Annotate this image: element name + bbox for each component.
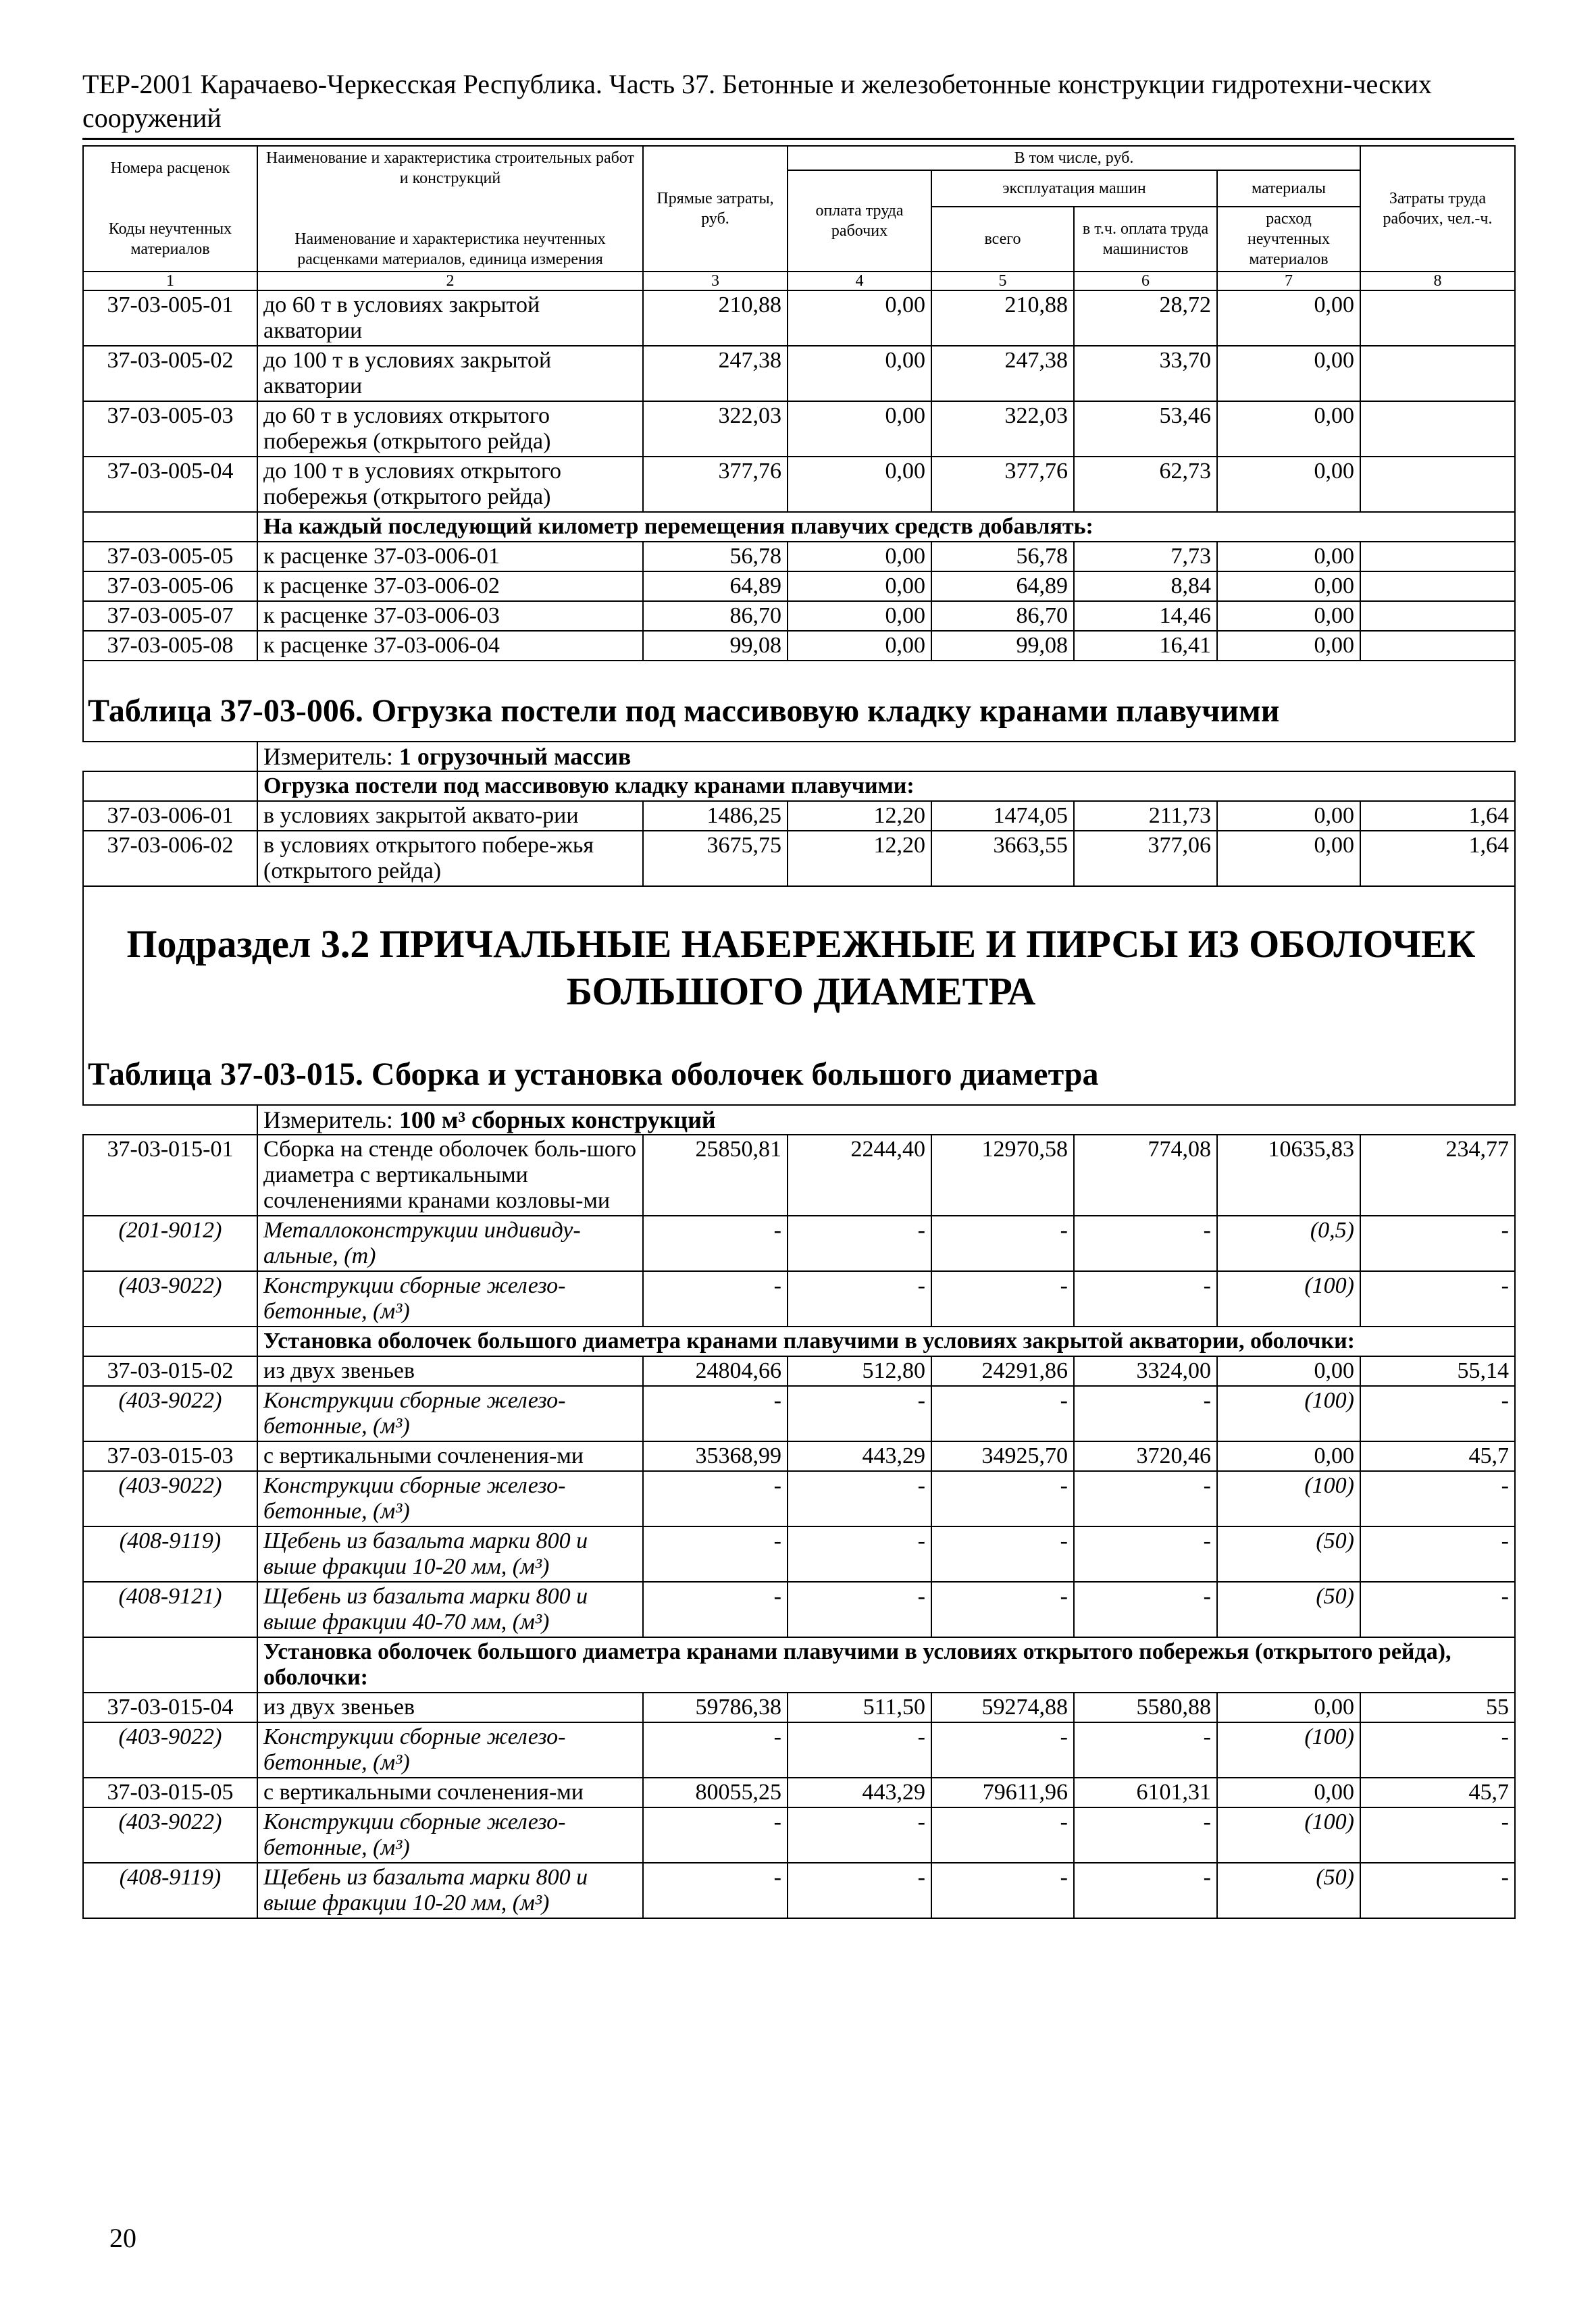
rate-code: 37-03-005-07	[83, 601, 257, 631]
col-codes-header: Номера расценок Коды неучтенных материалов	[83, 146, 257, 272]
rate-name: из двух звеньев	[257, 1356, 643, 1386]
table-header	[83, 146, 1515, 290]
rate-row	[83, 1356, 1515, 1386]
value-c3: -	[643, 1582, 788, 1637]
section-heading-text: На каждый последующий километр перемещения плавучих средств добавлять:	[257, 512, 1515, 542]
material-code: (403-9022)	[83, 1386, 257, 1441]
material-name: Щебень из базальта марки 800 и выше фракции 10-20 мм, (м³)	[257, 1863, 643, 1918]
value-c5: 64,89	[931, 571, 1074, 601]
rate-code: 37-03-006-01	[83, 801, 257, 831]
value-c5: 24291,86	[931, 1356, 1074, 1386]
value-c6: -	[1074, 1471, 1217, 1526]
rate-row	[83, 457, 1515, 512]
table-015-title: Таблица 37-03-015. Сборка и установка оболочек большого диаметра	[88, 1056, 1099, 1092]
rate-code: 37-03-006-02	[83, 831, 257, 886]
table-006-title: Таблица 37-03-006. Огрузка постели под массивовую кладку кранами плавучими	[88, 693, 1280, 729]
value-c8: 55,14	[1360, 1356, 1515, 1386]
empty-cell	[83, 1105, 257, 1135]
value-c6: 3324,00	[1074, 1356, 1217, 1386]
value-c5: 3663,55	[931, 831, 1074, 886]
value-c3: 86,70	[643, 601, 788, 631]
value-c7: 0,00	[1217, 1778, 1360, 1807]
value-c5: 99,08	[931, 631, 1074, 661]
value-c6: -	[1074, 1722, 1217, 1778]
value-c4: 2244,40	[788, 1135, 931, 1216]
value-c4: 443,29	[788, 1778, 931, 1807]
value-c3: 80055,25	[643, 1778, 788, 1807]
col-materials-header: материалы	[1217, 170, 1360, 207]
col-name-header: Наименование и характеристика строительных работ и конструкций Наименование и характеристика неучтенных расценками материалов, единица измерения	[257, 146, 643, 272]
value-c6: -	[1074, 1216, 1217, 1271]
value-c6: 16,41	[1074, 631, 1217, 661]
value-c8: -	[1360, 1386, 1515, 1441]
col-labor-hours-header: Затраты труда рабочих, чел.-ч.	[1360, 146, 1515, 272]
unit-value: 1 огрузочный массив	[398, 743, 632, 770]
value-c3: 64,89	[643, 571, 788, 601]
rate-name: к расценке 37-03-006-02	[257, 571, 643, 601]
value-c5: -	[931, 1271, 1074, 1327]
value-c6: 3720,46	[1074, 1441, 1217, 1471]
value-c6: 62,73	[1074, 457, 1217, 512]
unit-row	[83, 742, 1515, 771]
value-c8: -	[1360, 1722, 1515, 1778]
value-c7: (100)	[1217, 1471, 1360, 1526]
value-c3: 59786,38	[643, 1693, 788, 1722]
value-c4: -	[788, 1216, 931, 1271]
value-c8	[1360, 542, 1515, 571]
rate-row	[83, 1778, 1515, 1807]
value-c7: (50)	[1217, 1526, 1360, 1582]
material-row	[83, 1216, 1515, 1271]
rate-name: до 100 т в условиях открытого побережья (открытого рейда)	[257, 457, 643, 512]
page-header: ТЕР-2001 Карачаево-Черкесская Республика. Часть 37. Бетонные и железобетонные конструкции гидротехни-ческих сооружений	[82, 69, 1432, 133]
unit-line	[257, 1105, 1515, 1135]
col-machinists-wages-header: в т.ч. оплата труда машинистов	[1074, 207, 1217, 272]
material-code: (403-9022)	[83, 1807, 257, 1863]
subsection-row-cell	[83, 886, 1515, 1105]
additional-km-heading	[83, 512, 1515, 542]
value-c4: 443,29	[788, 1441, 931, 1471]
value-c3: 25850,81	[643, 1135, 788, 1216]
value-c7: (50)	[1217, 1863, 1360, 1918]
value-c6: 211,73	[1074, 801, 1217, 831]
value-c6: -	[1074, 1386, 1217, 1441]
value-c3: 35368,99	[643, 1441, 788, 1471]
rate-row	[83, 631, 1515, 661]
value-c7: 0,00	[1217, 457, 1360, 512]
value-c3: 56,78	[643, 542, 788, 571]
value-c7: 0,00	[1217, 831, 1360, 886]
col-including-header: В том числе, руб.	[788, 146, 1360, 170]
value-c3: 3675,75	[643, 831, 788, 886]
value-c3: -	[643, 1722, 788, 1778]
unit-label: Измеритель:	[263, 743, 399, 770]
value-c4: -	[788, 1271, 931, 1327]
value-c4: 0,00	[788, 631, 931, 661]
value-c7: 0,00	[1217, 1441, 1360, 1471]
value-c8	[1360, 601, 1515, 631]
rate-name: с вертикальными сочленения-ми	[257, 1778, 643, 1807]
value-c4: -	[788, 1526, 931, 1582]
value-c4: 0,00	[788, 346, 931, 401]
col-machines-total-header: всего	[931, 207, 1074, 272]
value-c3: 322,03	[643, 401, 788, 457]
table-body	[83, 290, 1515, 1918]
material-name: Конструкции сборные железо-бетонные, (м³)	[257, 1271, 643, 1327]
material-row	[83, 1526, 1515, 1582]
value-c3: -	[643, 1863, 788, 1918]
empty-cell	[83, 1637, 257, 1693]
rate-row	[83, 601, 1515, 631]
rate-row	[83, 571, 1515, 601]
value-c4: -	[788, 1807, 931, 1863]
rate-row	[83, 1441, 1515, 1471]
value-c6: -	[1074, 1271, 1217, 1327]
rate-name: до 100 т в условиях закрытой акватории	[257, 346, 643, 401]
value-c7: 10635,83	[1217, 1135, 1360, 1216]
material-code: (403-9022)	[83, 1471, 257, 1526]
value-c3: -	[643, 1807, 788, 1863]
value-c6: 33,70	[1074, 346, 1217, 401]
value-c5: -	[931, 1807, 1074, 1863]
value-c6: -	[1074, 1863, 1217, 1918]
value-c5: -	[931, 1722, 1074, 1778]
rate-row	[83, 801, 1515, 831]
value-c7: 0,00	[1217, 401, 1360, 457]
value-c7: (0,5)	[1217, 1216, 1360, 1271]
rate-name: до 60 т в условиях открытого побережья (открытого рейда)	[257, 401, 643, 457]
value-c3: 247,38	[643, 346, 788, 401]
value-c7: 0,00	[1217, 601, 1360, 631]
column-index-row: 1 2 3 4 5 6 7 8	[83, 272, 1515, 290]
value-c8: 55	[1360, 1693, 1515, 1722]
value-c5: -	[931, 1863, 1074, 1918]
rate-code: 37-03-005-01	[83, 290, 257, 346]
value-c8: 1,64	[1360, 801, 1515, 831]
value-c4: 0,00	[788, 290, 931, 346]
value-c8: -	[1360, 1807, 1515, 1863]
empty-cell	[83, 742, 257, 771]
material-row	[83, 1582, 1515, 1637]
rate-row	[83, 1135, 1515, 1216]
value-c3: 24804,66	[643, 1356, 788, 1386]
subsection-row	[83, 886, 1515, 1105]
value-c7: (100)	[1217, 1271, 1360, 1327]
rate-code: 37-03-005-05	[83, 542, 257, 571]
section-heading-text: Огрузка постели под массивовую кладку кранами плавучими:	[257, 771, 1515, 801]
value-c7: 0,00	[1217, 542, 1360, 571]
closed-water-heading	[83, 1327, 1515, 1356]
value-c7: 0,00	[1217, 1693, 1360, 1722]
value-c8: 1,64	[1360, 831, 1515, 886]
value-c5: 377,76	[931, 457, 1074, 512]
value-c7: 0,00	[1217, 801, 1360, 831]
value-c4: -	[788, 1582, 931, 1637]
material-code: (408-9121)	[83, 1582, 257, 1637]
value-c4: -	[788, 1722, 931, 1778]
value-c8: -	[1360, 1471, 1515, 1526]
value-c5: 1474,05	[931, 801, 1074, 831]
col-direct-costs-header: Прямые затраты, руб.	[643, 146, 788, 272]
value-c6: 6101,31	[1074, 1778, 1217, 1807]
value-c5: 12970,58	[931, 1135, 1074, 1216]
rate-row	[83, 542, 1515, 571]
material-name: Щебень из базальта марки 800 и выше фракции 40-70 мм, (м³)	[257, 1582, 643, 1637]
empty-cell	[83, 1327, 257, 1356]
value-c8	[1360, 346, 1515, 401]
material-row	[83, 1471, 1515, 1526]
material-row	[83, 1271, 1515, 1327]
rate-name: к расценке 37-03-006-01	[257, 542, 643, 571]
rate-name: к расценке 37-03-006-03	[257, 601, 643, 631]
material-code: (201-9012)	[83, 1216, 257, 1271]
rate-code: 37-03-005-04	[83, 457, 257, 512]
material-name: Металлоконструкции индивиду-альные, (т)	[257, 1216, 643, 1271]
rate-code: 37-03-015-02	[83, 1356, 257, 1386]
value-c4: 512,80	[788, 1356, 931, 1386]
value-c5: 56,78	[931, 542, 1074, 571]
value-c6: 14,46	[1074, 601, 1217, 631]
rate-code: 37-03-005-08	[83, 631, 257, 661]
empty-cell	[83, 512, 257, 542]
page-number: 20	[109, 2223, 136, 2253]
rate-name: Сборка на стенде оболочек боль-шого диаметра с вертикальными сочленениями кранами козловы-ми	[257, 1135, 643, 1216]
value-c5: 210,88	[931, 290, 1074, 346]
value-c7: 0,00	[1217, 571, 1360, 601]
rate-name: к расценке 37-03-006-04	[257, 631, 643, 661]
value-c5: 322,03	[931, 401, 1074, 457]
rate-code: 37-03-015-01	[83, 1135, 257, 1216]
value-c6: 377,06	[1074, 831, 1217, 886]
material-row	[83, 1386, 1515, 1441]
rate-row	[83, 1693, 1515, 1722]
value-c8: -	[1360, 1526, 1515, 1582]
material-code: (408-9119)	[83, 1526, 257, 1582]
value-c4: 12,20	[788, 831, 931, 886]
value-c7: (100)	[1217, 1386, 1360, 1441]
value-c8: -	[1360, 1582, 1515, 1637]
value-c5: -	[931, 1471, 1074, 1526]
rate-code: 37-03-005-06	[83, 571, 257, 601]
value-c4: -	[788, 1386, 931, 1441]
value-c3: -	[643, 1526, 788, 1582]
value-c5: -	[931, 1216, 1074, 1271]
value-c4: 12,20	[788, 801, 931, 831]
value-c8	[1360, 631, 1515, 661]
value-c4: 0,00	[788, 571, 931, 601]
value-c5: -	[931, 1526, 1074, 1582]
rate-name: в условиях открытого побере-жья (открытого рейда)	[257, 831, 643, 886]
unit-row	[83, 1105, 1515, 1135]
rate-name: в условиях закрытой аквато-рии	[257, 801, 643, 831]
rate-code: 37-03-015-03	[83, 1441, 257, 1471]
material-name: Конструкции сборные железо-бетонные, (м³)	[257, 1722, 643, 1778]
unit-label: Измеритель:	[263, 1106, 399, 1133]
open-coast-heading	[83, 1637, 1515, 1693]
value-c6: -	[1074, 1807, 1217, 1863]
value-c8	[1360, 457, 1515, 512]
empty-cell	[83, 771, 257, 801]
value-c4: -	[788, 1471, 931, 1526]
material-row	[83, 1807, 1515, 1863]
rate-name: из двух звеньев	[257, 1693, 643, 1722]
table-006-title-row	[83, 661, 1515, 742]
rate-row	[83, 831, 1515, 886]
material-code: (403-9022)	[83, 1271, 257, 1327]
value-c7: 0,00	[1217, 631, 1360, 661]
header-rule	[82, 138, 1514, 140]
material-row	[83, 1863, 1515, 1918]
value-c7: (100)	[1217, 1807, 1360, 1863]
value-c5: 34925,70	[931, 1441, 1074, 1471]
value-c6: 28,72	[1074, 290, 1217, 346]
col-wages-header: оплата труда рабочих	[788, 170, 931, 272]
table-006-heading	[83, 771, 1515, 801]
rate-code: 37-03-005-02	[83, 346, 257, 401]
col-materials-consumption-header: расход неучтенных материалов	[1217, 207, 1360, 272]
value-c6: 7,73	[1074, 542, 1217, 571]
value-c6: 8,84	[1074, 571, 1217, 601]
rates-table	[82, 145, 1516, 1919]
value-c7: 0,00	[1217, 346, 1360, 401]
section-heading-text: Установка оболочек большого диаметра кранами плавучими в условиях открытого побережья (открытого рейда), оболочки:	[257, 1637, 1515, 1693]
material-code: (408-9119)	[83, 1863, 257, 1918]
value-c4: 0,00	[788, 601, 931, 631]
col-machines-header: эксплуатация машин	[931, 170, 1217, 207]
rate-code: 37-03-015-05	[83, 1778, 257, 1807]
value-c3: -	[643, 1471, 788, 1526]
material-row	[83, 1722, 1515, 1778]
value-c8: 234,77	[1360, 1135, 1515, 1216]
value-c5: -	[931, 1582, 1074, 1637]
material-name: Конструкции сборные железо-бетонные, (м³)	[257, 1807, 643, 1863]
value-c6: 5580,88	[1074, 1693, 1217, 1722]
value-c3: 1486,25	[643, 801, 788, 831]
material-name: Конструкции сборные железо-бетонные, (м³)	[257, 1471, 643, 1526]
value-c4: 0,00	[788, 457, 931, 512]
rate-name: с вертикальными сочленения-ми	[257, 1441, 643, 1471]
unit-line	[257, 742, 1515, 771]
value-c5: 247,38	[931, 346, 1074, 401]
value-c6: -	[1074, 1582, 1217, 1637]
value-c4: 511,50	[788, 1693, 931, 1722]
rate-row	[83, 290, 1515, 346]
value-c3: 377,76	[643, 457, 788, 512]
value-c3: -	[643, 1386, 788, 1441]
value-c5: -	[931, 1386, 1074, 1441]
value-c3: 210,88	[643, 290, 788, 346]
value-c6: 53,46	[1074, 401, 1217, 457]
table-006-title-row-cell	[83, 661, 1515, 742]
rate-row	[83, 346, 1515, 401]
value-c5: 79611,96	[931, 1778, 1074, 1807]
value-c6: 774,08	[1074, 1135, 1217, 1216]
value-c8	[1360, 290, 1515, 346]
value-c8: -	[1360, 1271, 1515, 1327]
value-c7: (100)	[1217, 1722, 1360, 1778]
value-c8	[1360, 401, 1515, 457]
material-code: (403-9022)	[83, 1722, 257, 1778]
value-c8: -	[1360, 1216, 1515, 1271]
value-c6: -	[1074, 1526, 1217, 1582]
value-c3: 99,08	[643, 631, 788, 661]
rate-row	[83, 401, 1515, 457]
material-name: Конструкции сборные железо-бетонные, (м³)	[257, 1386, 643, 1441]
value-c4: -	[788, 1863, 931, 1918]
value-c5: 86,70	[931, 601, 1074, 631]
value-c4: 0,00	[788, 542, 931, 571]
subsection-title: Подраздел 3.2 ПРИЧАЛЬНЫЕ НАБЕРЕЖНЫЕ И ПИРСЫ ИЗ ОБОЛОЧЕК БОЛЬШОГО ДИАМЕТРА	[126, 922, 1476, 1013]
value-c4: 0,00	[788, 401, 931, 457]
unit-value: 100 м³ сборных конструкций	[398, 1106, 716, 1133]
value-c8: -	[1360, 1863, 1515, 1918]
rate-code: 37-03-015-04	[83, 1693, 257, 1722]
document-page	[82, 68, 1514, 1919]
value-c7: 0,00	[1217, 1356, 1360, 1386]
value-c8	[1360, 571, 1515, 601]
value-c8: 45,7	[1360, 1778, 1515, 1807]
value-c7: 0,00	[1217, 290, 1360, 346]
section-heading-text: Установка оболочек большого диаметра кранами плавучими в условиях закрытой акватории, оболочки:	[257, 1327, 1515, 1356]
value-c3: -	[643, 1216, 788, 1271]
value-c5: 59274,88	[931, 1693, 1074, 1722]
rate-name: до 60 т в условиях закрытой акватории	[257, 290, 643, 346]
value-c8: 45,7	[1360, 1441, 1515, 1471]
material-name: Щебень из базальта марки 800 и выше фракции 10-20 мм, (м³)	[257, 1526, 643, 1582]
value-c7: (50)	[1217, 1582, 1360, 1637]
value-c3: -	[643, 1271, 788, 1327]
rate-code: 37-03-005-03	[83, 401, 257, 457]
